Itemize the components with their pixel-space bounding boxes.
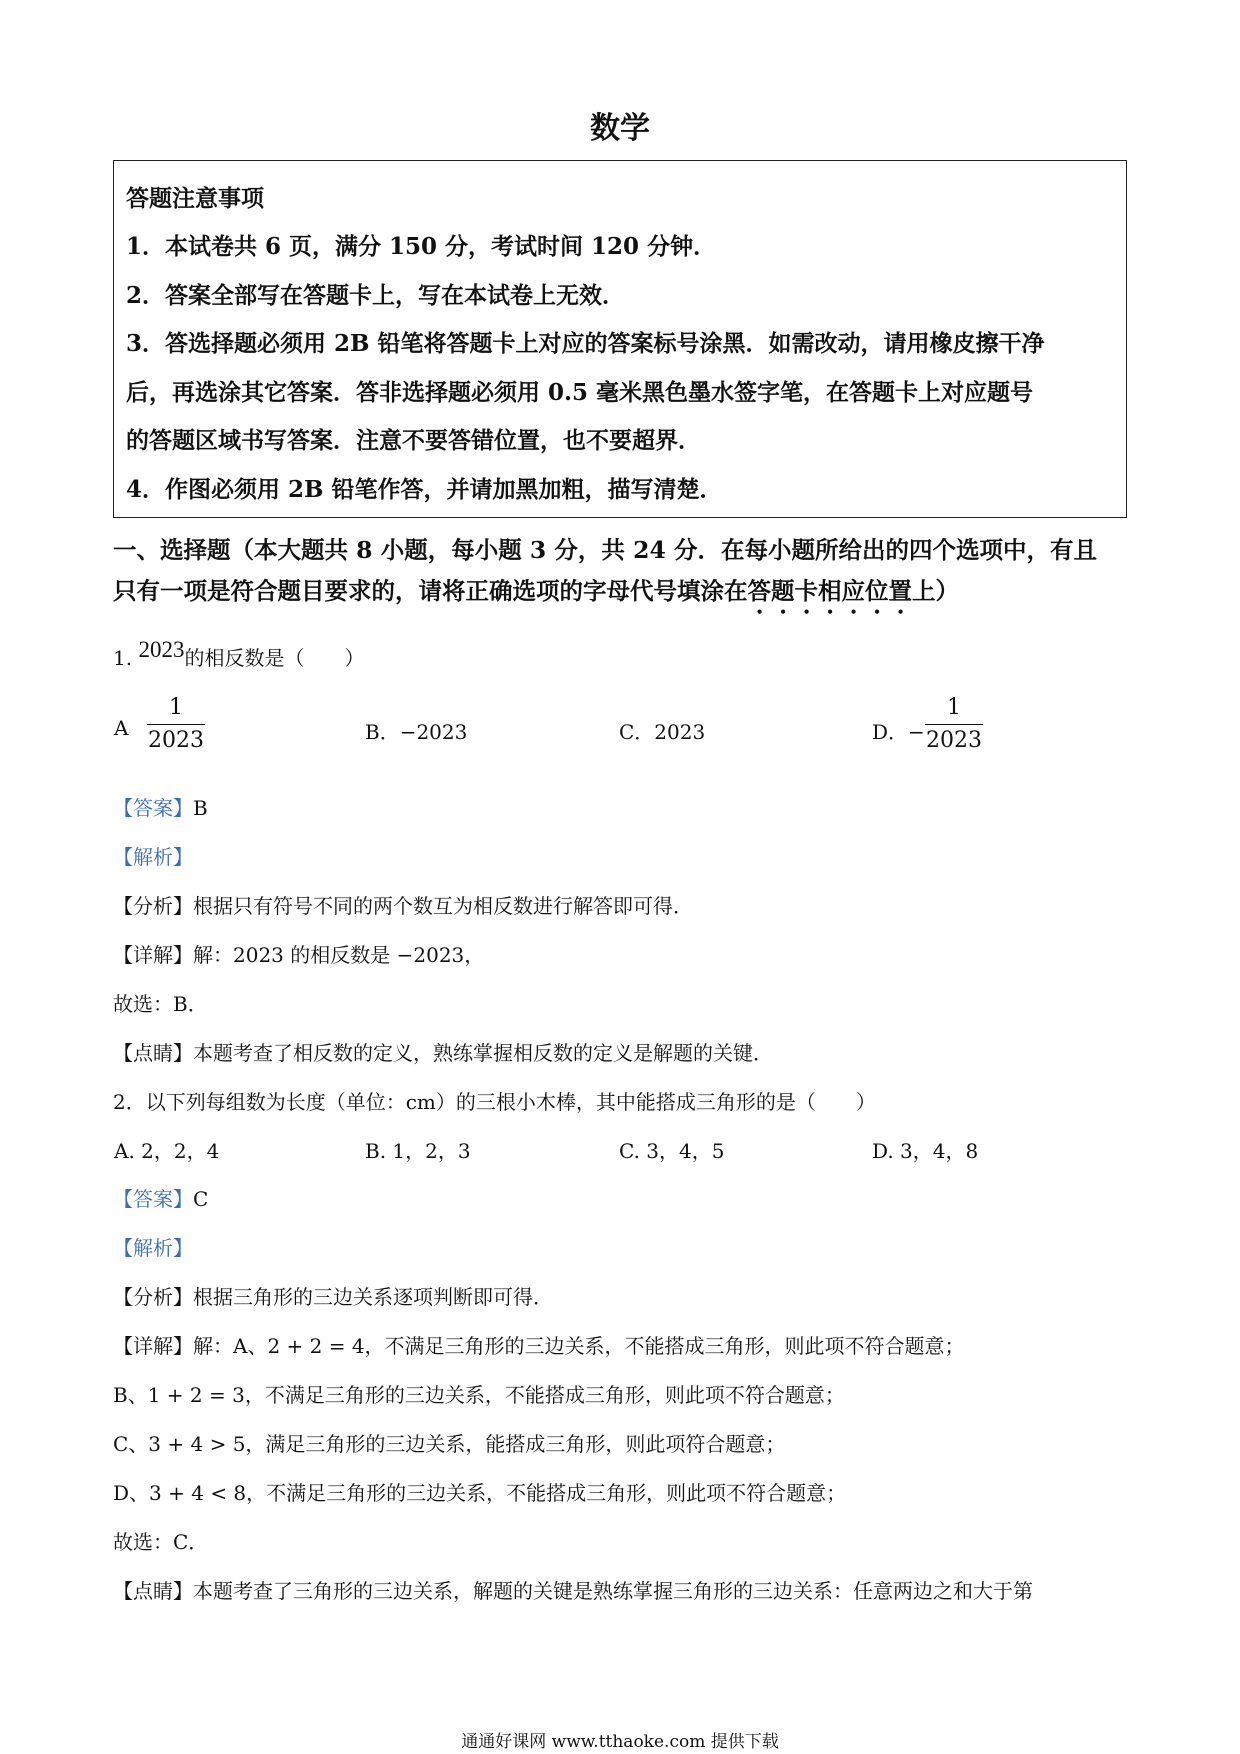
q2-detail-line: C、3 + 4 > 5，满足三角形的三边关系，能搭成三角形，则此项符合题意； — [113, 1432, 786, 1456]
option-d-label: D．− — [872, 720, 925, 744]
detail-label: 【详解】 — [113, 943, 193, 967]
notice-item: 后，再选涂其它答案．答非选择题必须用 0.5 毫米黑色墨水签字笔，在答题卡上对应题号 — [126, 379, 1034, 406]
answer-value: C — [193, 1187, 209, 1211]
q1-analysis — [113, 890, 693, 919]
question-stem: 的相反数是（ ） — [184, 646, 365, 670]
q2-jiexi-label: 【解析】 — [113, 1236, 193, 1260]
analysis-label: 【分析】 — [113, 894, 193, 918]
q2-comment — [113, 1575, 1033, 1604]
q2-detail-line: D、3 + 4 < 8，不满足三角形的三边关系，不能搭成三角形，则此项不符合题意； — [113, 1481, 847, 1505]
answer-label: 【答案】 — [113, 796, 193, 820]
page-title: 数学 — [590, 111, 650, 146]
detail-text: 解：A、2 + 2 = 4，不满足三角形的三边关系，不能搭成三角形，则此项不符合题意； — [193, 1334, 965, 1358]
option-b: B. 1，2，3 — [365, 1139, 471, 1163]
option-c: C．2023 — [619, 720, 706, 744]
option-d-fraction — [925, 693, 983, 756]
q1-answer — [113, 792, 208, 821]
option-d: D. 3，4，8 — [872, 1139, 979, 1163]
comment-label: 【点睛】 — [113, 1579, 193, 1603]
detail-label: 【详解】 — [113, 1334, 193, 1358]
fraction-bar — [147, 724, 205, 725]
q1-comment — [113, 1037, 773, 1066]
option-b: B．−2023 — [365, 720, 468, 744]
q2-detail-line: B、1 + 2 = 3，不满足三角形的三边关系，不能搭成三角形，则此项不符合题意； — [113, 1383, 845, 1407]
q1-choice: 故选：B． — [113, 992, 208, 1016]
q1-detail — [113, 939, 484, 968]
question-number: 1. — [113, 646, 133, 670]
fraction-bar — [925, 724, 983, 725]
q2-analysis — [113, 1281, 553, 1310]
option-c: C. 3，4，5 — [619, 1139, 725, 1163]
notice-item: 2．答案全部写在答题卡上，写在本试卷上无效． — [126, 282, 626, 309]
q2-choice: 故选：C． — [113, 1530, 209, 1554]
option-a-label: A — [114, 716, 129, 740]
notice-item: 4．作图必须用 2B 铅笔作答，并请加黑加粗，描写清楚． — [126, 476, 723, 503]
comment-text: 本题考查了相反数的定义，熟练掌握相反数的定义是解题的关键． — [193, 1041, 773, 1065]
option-a: A. 2，2，4 — [114, 1139, 220, 1163]
q1-jiexi-label: 【解析】 — [113, 845, 193, 869]
fraction-numerator: 1 — [947, 695, 961, 720]
section-heading-text: 上） — [912, 577, 959, 605]
question-1 — [113, 637, 365, 671]
q2-answer — [113, 1183, 208, 1212]
fraction-numerator: 1 — [169, 695, 183, 720]
answer-label: 【答案】 — [113, 1187, 193, 1211]
analysis-text: 根据三角形的三边关系逐项判断即可得． — [193, 1285, 553, 1309]
page-footer: 通通好课网 www.tthaoke.com 提供下载 — [461, 1732, 779, 1752]
notice-item: 1．本试卷共 6 页，满分 150 分，考试时间 120 分钟． — [126, 233, 717, 260]
comment-label: 【点睛】 — [113, 1041, 193, 1065]
emphasized-text: 答题卡相应位置 — [747, 577, 912, 605]
analysis-label: 【分析】 — [113, 1285, 193, 1309]
analysis-text: 根据只有符号不同的两个数互为相反数进行解答即可得． — [193, 894, 693, 918]
section-heading-line1: 一、选择题（本大题共 8 小题，每小题 3 分，共 24 分．在每小题所给出的四个选项中，有且 — [113, 536, 1097, 564]
notice-item: 的答题区域书写答案．注意不要答错位置，也不要超界． — [126, 427, 701, 454]
notice-item: 3．答选择题必须用 2B 铅笔将答题卡上对应的答案标号涂黑．如需改动，请用橡皮擦干净 — [126, 330, 1045, 357]
comment-text: 本题考查了三角形的三边关系，解题的关键是熟练掌握三角形的三边关系：任意两边之和大于第 — [193, 1579, 1033, 1603]
question-2: 2．以下列每组数为长度（单位：cm）的三根小木棒，其中能搭成三角形的是（ ） — [113, 1090, 876, 1114]
section-heading-line2 — [113, 572, 959, 619]
fraction-denominator: 2023 — [148, 728, 204, 753]
detail-text: 解：2023 的相反数是 −2023， — [193, 943, 485, 967]
question-value: 2023 — [138, 637, 185, 662]
notice-heading: 答题注意事项 — [126, 185, 264, 212]
option-a-fraction — [147, 693, 205, 756]
fraction-denominator: 2023 — [926, 728, 982, 753]
section-heading-text: 只有一项是符合题目要求的，请将正确选项的字母代号填涂在 — [113, 577, 748, 605]
answer-value: B — [193, 796, 208, 820]
q2-detail — [113, 1330, 965, 1359]
